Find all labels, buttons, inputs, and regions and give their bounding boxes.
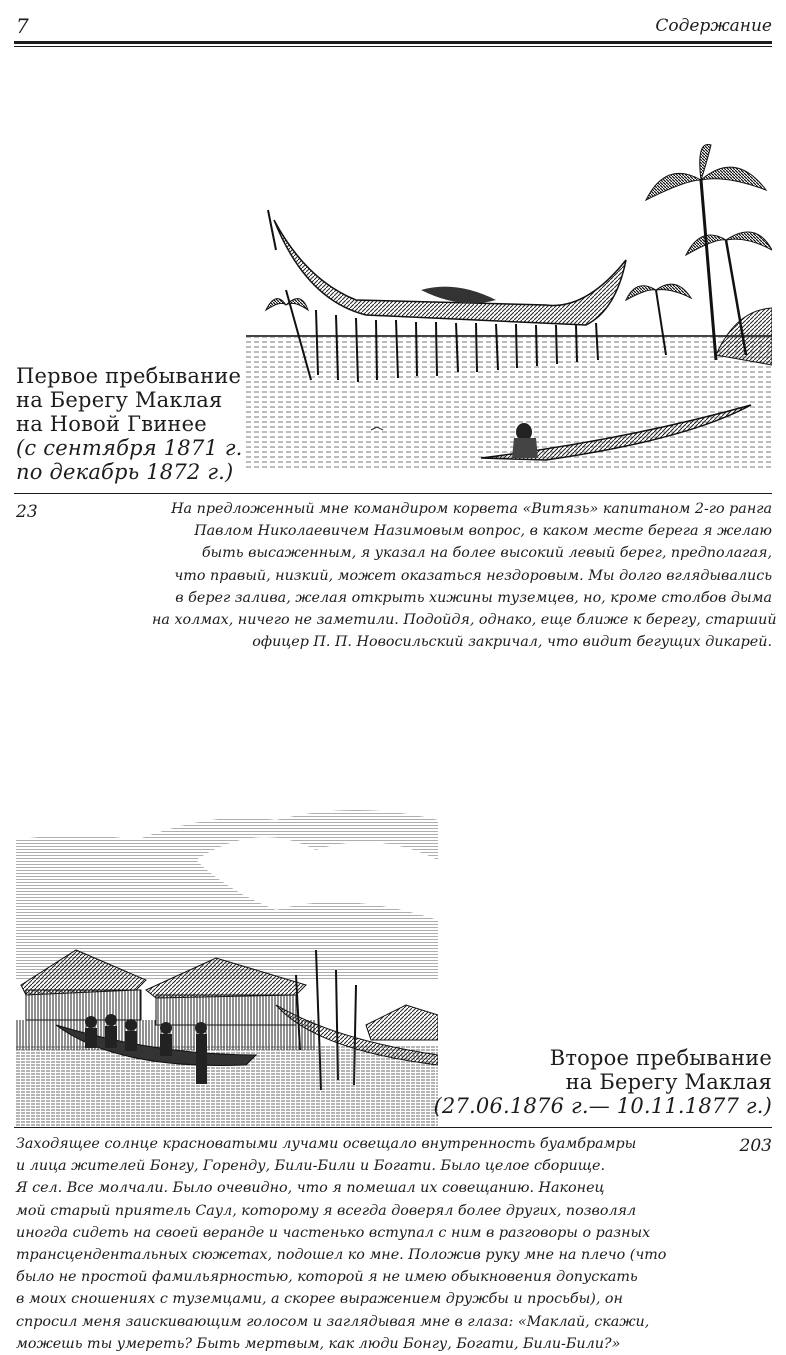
entry-2-page-number: 203 (739, 1136, 772, 1156)
entry-1-title-line: на Новой Гвинее (16, 412, 207, 436)
entry-1-caption (16, 364, 243, 484)
entry-1-page-number: 23 (16, 502, 38, 522)
excerpt-line: трансцендентальных сюжетах, подошел ко мне. Положив руку мне на плечо (что (16, 1247, 667, 1264)
entry-2-excerpt (16, 1133, 666, 1355)
excerpt-line: и лица жителей Бонгу, Горенду, Били-Били и Богати. Было целое сборище. (16, 1158, 606, 1175)
excerpt-line: На предложенный мне командиром корвета «Витязь» капитаном 2-го ранга (171, 501, 772, 517)
page-number: 7 (16, 14, 29, 38)
entry-1-rule (14, 493, 772, 494)
entry-1-title-line: на Берегу Маклая (16, 388, 223, 412)
excerpt-line: иногда сидеть на своей веранде и частенько вступал с ним в разговоры о разных (16, 1224, 651, 1241)
excerpt-line: в берег залива, желая открыть хижины туземцев, но, кроме столбов дыма (175, 589, 772, 606)
entry-2-title-line: на Берегу Маклая (565, 1070, 772, 1094)
header-rule-thin (14, 46, 772, 47)
engraving-stilt-hut (246, 140, 772, 470)
excerpt-line: офицер П. П. Новосильский закричал, что видит бегущих дикарей. (252, 634, 772, 651)
entry-1-dates: (с сентября 1871 г. (16, 436, 243, 460)
header-rule (14, 41, 772, 44)
excerpt-line: Я сел. Все молчали. Было очевидно, что я помешал их совещанию. Наконец (16, 1180, 605, 1197)
excerpt-line: Заходящее солнце красноватыми лучами освещало внутренность буамбрамры (16, 1136, 637, 1152)
entry-1-title-line: Первое пребывание (16, 364, 242, 388)
running-head: Содержание (655, 16, 772, 36)
entry-1-dates: по декабрь 1872 г.) (16, 460, 234, 484)
entry-1-excerpt (152, 498, 777, 653)
entry-2-title-line: Второе пребывание (549, 1046, 772, 1070)
excerpt-line: можешь ты умереть? Быть мертвым, как люди Бонгу, Богати, Били-Били?» (16, 1335, 621, 1352)
excerpt-line: на холмах, ничего не заметили. Подойдя, однако, еще ближе к берегу, старший (152, 612, 777, 629)
excerpt-line: было не простой фамильярностью, которой я не имею обыкновения допускать (16, 1269, 638, 1286)
excerpt-line: Павлом Николаевичем Назимовым вопрос, в каком месте берега я желаю (194, 523, 772, 540)
excerpt-line: в моих сношениях с туземцами, а скорее выражением дружбы и просьбы), он (16, 1291, 623, 1308)
entry-2-caption (434, 1046, 772, 1118)
excerpt-line: спросил меня заискивающим голосом и заглядывая мне в глаза: «Маклай, скажи, (16, 1313, 650, 1330)
excerpt-line: что правый, низкий, может оказаться нездоровым. Мы долго вглядывались (174, 567, 772, 584)
excerpt-line: мой старый приятель Саул, которому я всегда доверял более других, позволял (16, 1202, 637, 1219)
entry-2-rule (14, 1127, 772, 1128)
entry-2-dates: (27.06.1876 г.— 10.11.1877 г.) (433, 1094, 772, 1118)
engraving-village-canoe (16, 800, 438, 1126)
excerpt-line: быть высаженным, я указал на более высокий левый берег, предполагая, (201, 545, 772, 562)
